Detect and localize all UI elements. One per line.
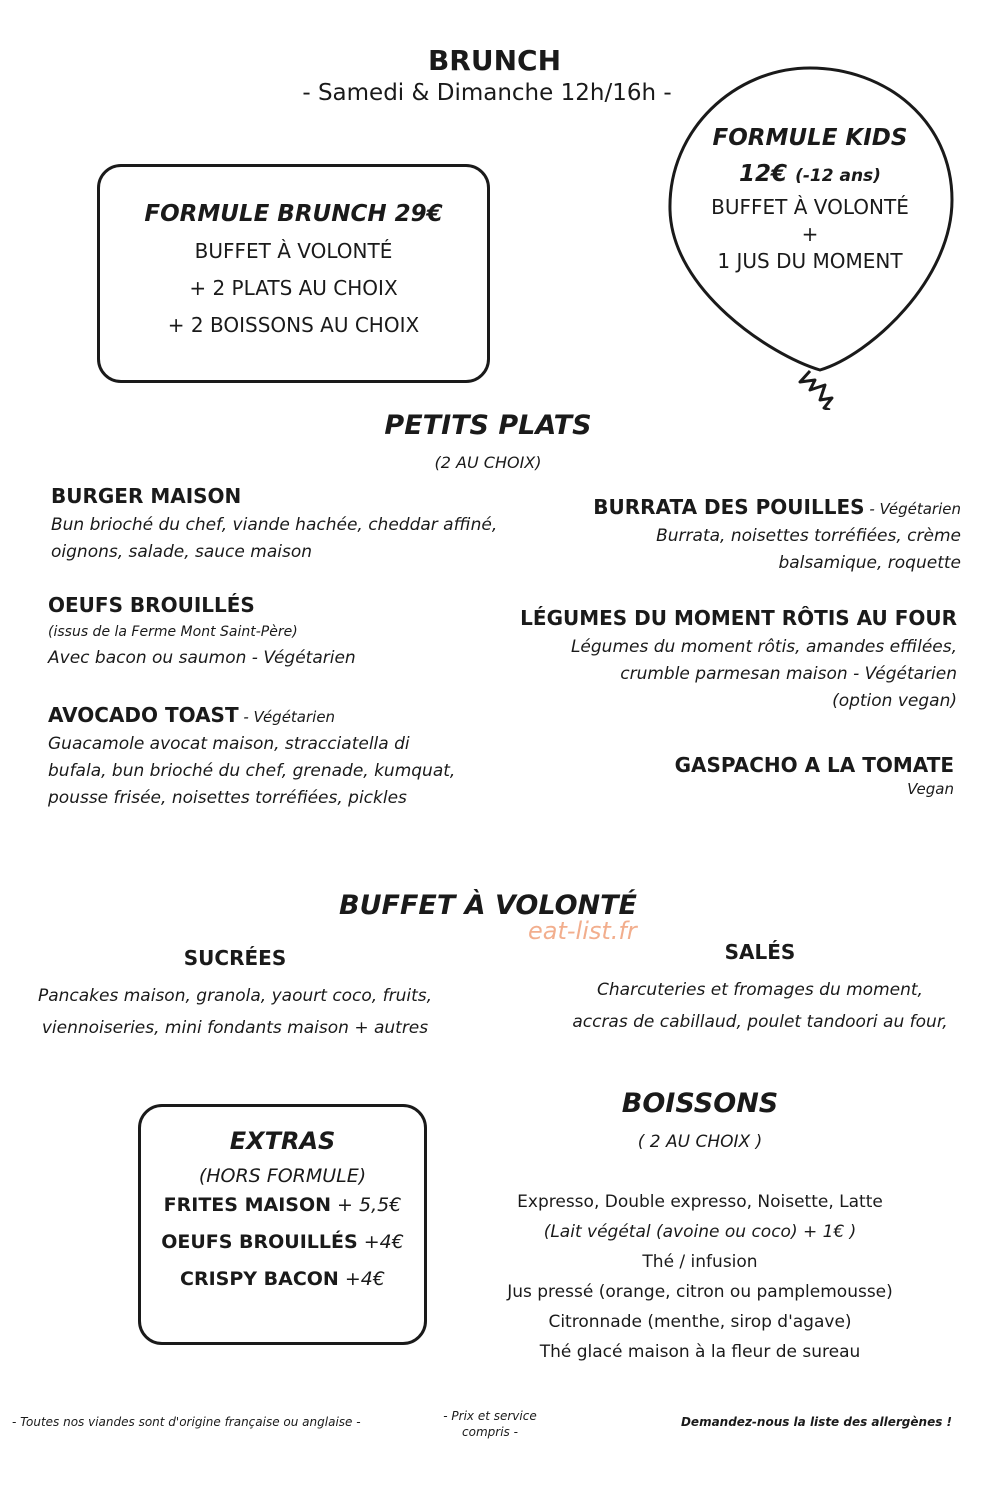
formule-kids-title: FORMULE KIDS	[712, 125, 908, 151]
boissons-item: Thé glacé maison à la fleur de sureau	[539, 1342, 861, 1362]
buffet-sales	[545, 940, 975, 1038]
formule-brunch-line: + 2 PLATS AU CHOIX	[189, 276, 398, 300]
extras-item-name: OEUFS BROUILLÉS	[161, 1231, 358, 1253]
formule-kids-line: +	[801, 222, 819, 246]
extras-item-name: CRISPY BACON	[180, 1268, 339, 1290]
dish-name: GASPACHO A LA TOMATE	[674, 753, 954, 777]
dish-desc: Guacamole avocat maison, stracciatella di	[48, 734, 410, 754]
formule-brunch-box	[97, 164, 490, 383]
dish-name: LÉGUMES DU MOMENT RÔTIS AU FOUR	[520, 606, 957, 630]
dish-name: BURRATA DES POUILLES	[593, 495, 865, 519]
dish-burger-maison	[51, 484, 521, 566]
buffet-sales-line: accras de cabillaud, poulet tandoori au four,	[572, 1012, 948, 1032]
dish-desc: oignons, salade, sauce maison	[51, 542, 312, 562]
dish-desc: crumble parmesan maison - Végétarien	[620, 664, 957, 684]
boissons-item: Jus pressé (orange, citron ou pamplemousse)	[507, 1282, 893, 1302]
extras-box	[138, 1104, 427, 1345]
formule-kids-line: 1 JUS DU MOMENT	[717, 249, 903, 273]
extras-subtitle: (HORS FORMULE)	[198, 1165, 367, 1187]
dish-desc: Légumes du moment rôtis, amandes effilées,	[570, 637, 957, 657]
dish-burrata	[500, 495, 961, 577]
dish-desc: bufala, bun brioché du chef, grenade, kumquat,	[48, 761, 456, 781]
buffet-sucrees-line: viennoiseries, mini fondants maison + autres	[41, 1018, 429, 1038]
boissons-item: Expresso, Double expresso, Noisette, Latte	[517, 1192, 883, 1212]
dish-note: (issus de la Ferme Mont Saint-Père)	[48, 624, 298, 640]
dish-desc: Vegan	[907, 780, 954, 798]
petits-plats-title: PETITS PLATS	[384, 410, 592, 441]
dish-desc: Burrata, noisettes torréfiées, crème	[656, 526, 961, 546]
boissons-title: BOISSONS	[621, 1088, 779, 1119]
dish-desc: Bun brioché du chef, viande hachée, cheddar affiné,	[51, 515, 498, 535]
footer-prix-line: compris -	[462, 1425, 518, 1439]
formule-kids-price: 12€	[739, 161, 788, 187]
page-title: BRUNCH	[427, 44, 562, 77]
dish-name: OEUFS BROUILLÉS	[48, 593, 255, 617]
dish-oeufs-brouilles	[48, 593, 518, 672]
footer-allergenes: Demandez-nous la liste des allergènes !	[680, 1415, 952, 1429]
dish-name: AVOCADO TOAST	[48, 703, 239, 727]
boissons-list	[470, 1187, 930, 1367]
formule-kids-line: BUFFET À VOLONTÉ	[711, 195, 909, 219]
boissons-item: Thé / infusion	[642, 1252, 758, 1272]
extras-item-name: FRITES MAISON	[163, 1194, 332, 1216]
boissons-subtitle: ( 2 AU CHOIX )	[637, 1132, 763, 1152]
boissons-item: (Lait végétal (avoine ou coco) + 1€ )	[543, 1222, 857, 1242]
buffet-sucrees	[20, 946, 450, 1044]
dish-desc: Avec bacon ou saumon - Végétarien	[48, 648, 356, 668]
formule-brunch-title: FORMULE BRUNCH 29€	[144, 201, 443, 227]
footer-prix	[410, 1408, 570, 1440]
footer-viandes: - Toutes nos viandes sont d'origine française ou anglaise -	[12, 1415, 361, 1429]
extras-item-price: + 5,5€	[331, 1194, 402, 1216]
extras-item-price: +4€	[338, 1268, 385, 1290]
buffet-sales-title: SALÉS	[724, 940, 796, 964]
dish-legumes	[490, 606, 957, 715]
extras-title: EXTRAS	[229, 1127, 336, 1155]
watermark: eat-list.fr	[528, 917, 637, 945]
formule-brunch-line: BUFFET À VOLONTÉ	[194, 239, 393, 263]
formule-kids-age: (-12 ans)	[795, 166, 881, 186]
petits-plats-subtitle: (2 AU CHOIX)	[434, 453, 542, 472]
dish-desc: (option vegan)	[832, 691, 957, 711]
extras-item-price: +4€	[357, 1231, 404, 1253]
buffet-sales-line: Charcuteries et fromages du moment,	[597, 980, 923, 1000]
dish-tag: - Végétarien	[238, 708, 336, 726]
dish-name: BURGER MAISON	[51, 484, 242, 508]
formule-brunch-line: + 2 BOISSONS AU CHOIX	[167, 313, 420, 337]
buffet-sucrees-title: SUCRÉES	[183, 946, 287, 970]
boissons-item: Citronnade (menthe, sirop d'agave)	[548, 1312, 852, 1332]
page-subtitle: - Samedi & Dimanche 12h/16h -	[302, 80, 672, 106]
buffet-title: BUFFET À VOLONTÉ	[339, 890, 637, 921]
dish-desc: pousse frisée, noisettes torréfiées, pickles	[48, 788, 407, 808]
formule-kids	[660, 120, 960, 275]
dish-desc: balsamique, roquette	[778, 553, 961, 573]
dish-tag: - Végétarien	[864, 500, 961, 518]
dish-gaspacho	[560, 753, 954, 802]
buffet-sucrees-line: Pancakes maison, granola, yaourt coco, fruits,	[37, 986, 433, 1006]
dish-avocado-toast	[48, 703, 518, 812]
footer-prix-line: - Prix et service	[443, 1409, 537, 1423]
